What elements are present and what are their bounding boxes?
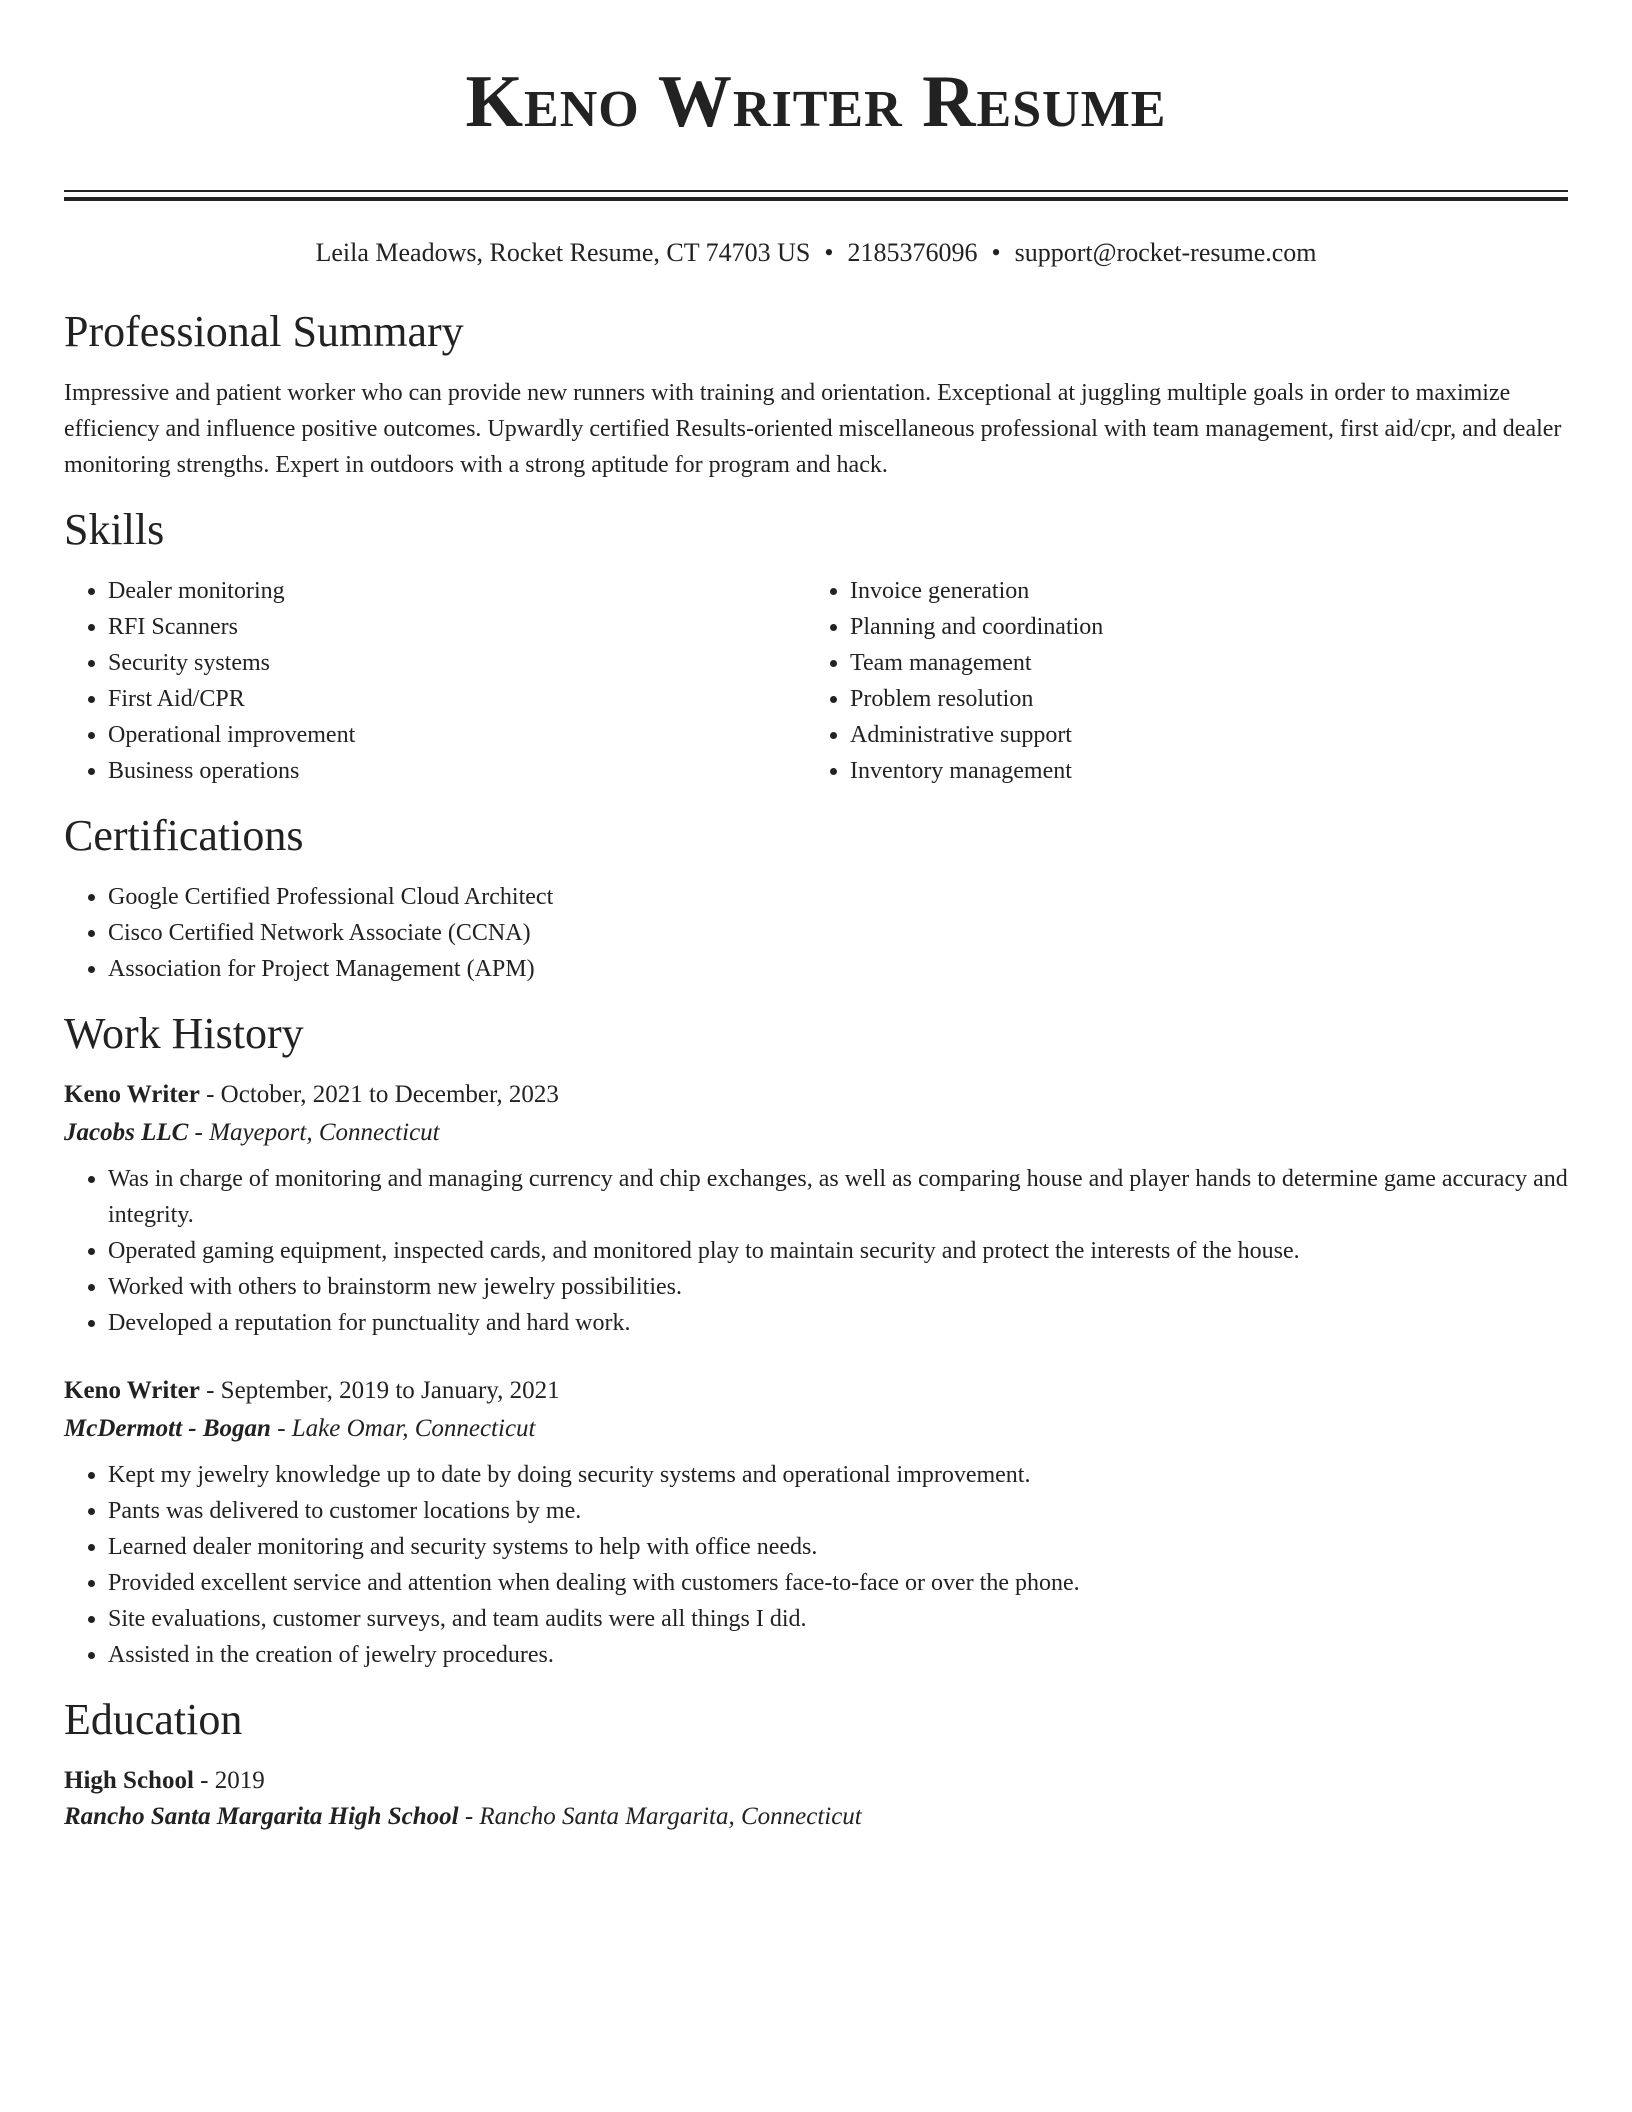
job-entry bbox=[64, 1373, 1568, 1673]
job-bullet: • Provided excellent service and attention when dealing with customers face-to-face or over the phone. bbox=[108, 1565, 1568, 1601]
job-dates: - October, 2021 to December, 2023 bbox=[199, 1081, 559, 1108]
certifications-heading: Certifications bbox=[64, 811, 304, 860]
job-bullet: • Kept my jewelry knowledge up to date by doing security systems and operational improvement. bbox=[108, 1457, 1568, 1493]
certifications-list bbox=[64, 879, 1568, 987]
job-location: - Mayeport, Connecticut bbox=[188, 1119, 440, 1146]
job-location: - Lake Omar, Connecticut bbox=[270, 1415, 536, 1442]
contact-line bbox=[64, 237, 1568, 269]
skill-item: • Security systems bbox=[108, 645, 806, 681]
job-title: Keno Writer bbox=[64, 1377, 200, 1404]
job-bullet: • Assisted in the creation of jewelry procedures. bbox=[108, 1637, 1568, 1673]
skills-column-right bbox=[806, 573, 1548, 789]
job-company-line bbox=[64, 1113, 1568, 1153]
contact-address: Leila Meadows, Rocket Resume, CT 74703 US bbox=[315, 238, 811, 267]
job-bullets bbox=[64, 1161, 1568, 1341]
skill-item: • Operational improvement bbox=[108, 717, 806, 753]
job-bullet: • Learned dealer monitoring and security systems to help with office needs. bbox=[108, 1529, 1568, 1565]
job-bullet: • Developed a reputation for punctuality and hard work. bbox=[108, 1305, 1568, 1341]
contact-phone: 2185376096 bbox=[847, 238, 978, 267]
skills-heading: Skills bbox=[64, 505, 165, 554]
job-company: Jacobs LLC bbox=[64, 1119, 189, 1146]
skill-item: • Problem resolution bbox=[850, 681, 1548, 717]
separator-dot: • bbox=[824, 238, 834, 267]
skill-item: • Inventory management bbox=[850, 753, 1548, 789]
job-title: Keno Writer bbox=[64, 1081, 200, 1108]
skill-item: • RFI Scanners bbox=[108, 609, 806, 645]
job-bullet: • Site evaluations, customer surveys, and team audits were all things I did. bbox=[108, 1601, 1568, 1637]
job-company: McDermott - Bogan bbox=[64, 1415, 271, 1442]
education-degree-line bbox=[64, 1763, 1568, 1799]
certification-item: • Google Certified Professional Cloud Architect bbox=[108, 879, 1568, 915]
skill-item: • Business operations bbox=[108, 753, 806, 789]
education-year: - 2019 bbox=[193, 1767, 265, 1794]
skills-column-left bbox=[64, 573, 806, 789]
job-bullet: • Worked with others to brainstorm new jewelry possibilities. bbox=[108, 1269, 1568, 1305]
skill-item: • Team management bbox=[850, 645, 1548, 681]
job-bullets bbox=[64, 1457, 1568, 1673]
job-bullet: • Pants was delivered to customer locations by me. bbox=[108, 1493, 1568, 1529]
job-title-line bbox=[64, 1077, 1568, 1113]
skill-item: • First Aid/CPR bbox=[108, 681, 806, 717]
job-bullet: • Operated gaming equipment, inspected cards, and monitored play to maintain security and protect the interests of the house. bbox=[108, 1233, 1568, 1269]
skills-list bbox=[64, 573, 1568, 789]
job-title-line bbox=[64, 1373, 1568, 1409]
summary-heading: Professional Summary bbox=[64, 307, 464, 356]
certification-item: • Association for Project Management (APM) bbox=[108, 951, 1568, 987]
education-degree: High School bbox=[64, 1767, 194, 1794]
job-company-line bbox=[64, 1409, 1568, 1449]
skill-item: • Invoice generation bbox=[850, 573, 1548, 609]
job-dates: - September, 2019 to January, 2021 bbox=[199, 1377, 560, 1404]
separator-dot: • bbox=[991, 238, 1001, 267]
job-entry bbox=[64, 1077, 1568, 1341]
title-divider bbox=[64, 190, 1568, 201]
education-school-line bbox=[64, 1799, 1568, 1835]
skill-item: • Planning and coordination bbox=[850, 609, 1548, 645]
education-heading: Education bbox=[64, 1695, 243, 1744]
resume-title: Keno Writer Resume bbox=[465, 61, 1167, 143]
skill-item: • Administrative support bbox=[850, 717, 1548, 753]
education-entry bbox=[64, 1763, 1568, 1835]
divider-thin-line bbox=[64, 190, 1568, 192]
job-bullet: • Was in charge of monitoring and managing currency and chip exchanges, as well as comparing house and player hands to determine game accuracy and integrity. bbox=[108, 1161, 1568, 1233]
summary-text: Impressive and patient worker who can provide new runners with training and orientation. Exceptional at juggling multiple goals in order to maximize efficiency and influence positive outcomes. Upwardly certified Results-oriented miscellaneous professional with team management, first aid/cpr, and dealer monitoring strengths. Expert in outdoors with a strong aptitude for program and hack. bbox=[64, 380, 1562, 478]
skill-item: • Dealer monitoring bbox=[108, 573, 806, 609]
work-history-heading: Work History bbox=[64, 1009, 304, 1058]
education-school: Rancho Santa Margarita High School bbox=[64, 1803, 459, 1830]
divider-thick-line bbox=[64, 197, 1568, 201]
education-location: - Rancho Santa Margarita, Connecticut bbox=[458, 1803, 862, 1830]
certification-item: • Cisco Certified Network Associate (CCNA) bbox=[108, 915, 1568, 951]
contact-email: support@rocket-resume.com bbox=[1014, 238, 1317, 267]
